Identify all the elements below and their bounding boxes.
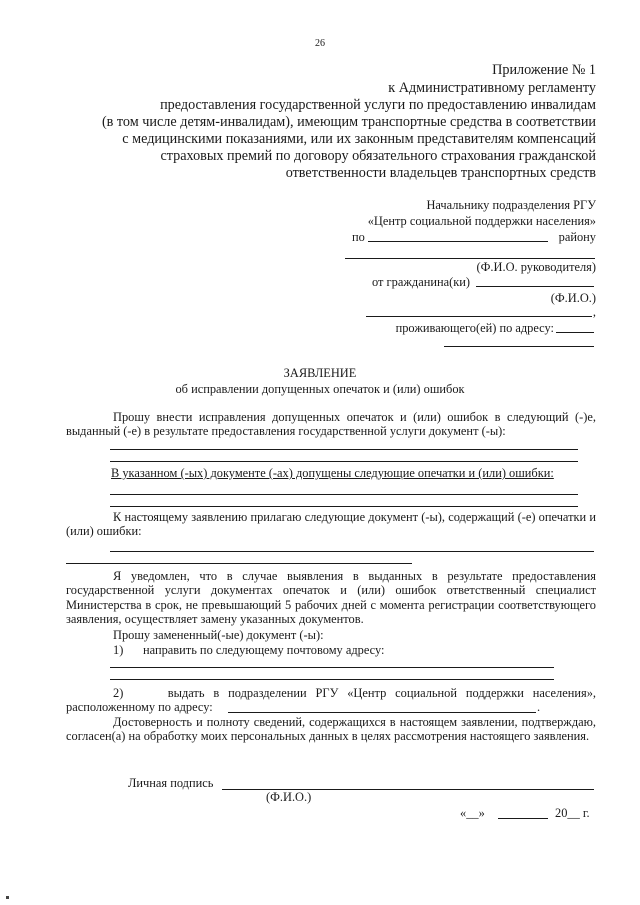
- fill-line: [110, 494, 578, 495]
- attachments-text: К настоящему заявлению прилагаю следующие документ (-ы), содержащий (-е) опечатки и (или) ошибки:: [66, 510, 596, 539]
- paragraph-notice: [66, 569, 596, 626]
- page-number: 26: [315, 38, 325, 49]
- document-title: ЗАЯВЛЕНИЕ: [283, 366, 357, 380]
- comma: ,: [592, 305, 596, 319]
- fill-line: [110, 506, 578, 507]
- fill-line: [66, 563, 412, 564]
- paragraph-consent: [66, 715, 596, 744]
- applicant-fio-caption: (Ф.И.О.): [550, 291, 596, 305]
- appendix-line: предоставления государственной услуги по предоставлению инвалидам: [160, 97, 596, 113]
- from-label: от гражданина(ки): [372, 275, 470, 289]
- appendix-line: к Административному регламенту: [388, 80, 596, 96]
- errors-label: В указанном (-ых) документе (-ах) допущены следующие опечатки и (или) ошибки:: [111, 466, 554, 480]
- head-fio-caption: (Ф.И.О. руководителя): [476, 260, 596, 274]
- option-1-text: направить по следующему почтовому адресу:: [143, 643, 385, 657]
- option-2-text: выдать в подразделении РГУ «Центр социальной поддержки населения», расположенному по адресу:: [66, 686, 596, 715]
- date-year: 20__ г.: [555, 806, 590, 820]
- fill-line: [110, 551, 594, 552]
- scan-mark: [6, 896, 9, 899]
- residing-label: проживающего(ей) по адресу:: [395, 321, 554, 335]
- district-field: [368, 241, 548, 242]
- address-field: [556, 332, 594, 333]
- addressee-rayon: району: [558, 230, 596, 244]
- option-2-end: .: [537, 700, 541, 714]
- date-month-field: [498, 818, 548, 819]
- option-2-number: 2): [113, 686, 124, 700]
- appendix-line: ответственности владельцев транспортных средств: [285, 165, 596, 181]
- office-address-field: [228, 712, 536, 713]
- appendix-number: Приложение № 1: [492, 62, 596, 78]
- paragraph-attachments: [66, 510, 596, 539]
- date-day: «__»: [460, 806, 485, 820]
- document-subtitle: об исправлении допущенных опечаток и (или) ошибок: [175, 382, 465, 396]
- paragraph-request: [66, 410, 596, 439]
- request-text: Прошу внести исправления допущенных опечаток и (или) ошибок в следующий (-)е, выданный (-е) в результате предоставления государственной услуги документ (-ы):: [66, 410, 596, 439]
- fill-line: [110, 461, 578, 462]
- appendix-line: с медицинскими показаниями, или их законным представителям компенсаций: [122, 131, 596, 147]
- addressee-po: по: [352, 230, 365, 244]
- applicant-name-field: [476, 286, 594, 287]
- postal-address-field-2: [110, 679, 554, 680]
- postal-address-field: [110, 667, 554, 668]
- signature-fio-caption: (Ф.И.О.): [266, 790, 312, 804]
- appendix-line: страховых премий по договору обязательного страхования гражданской: [160, 148, 596, 164]
- addressee-line: Начальнику подразделения РГУ: [426, 198, 596, 212]
- consent-text: Достоверность и полноту сведений, содержащихся в настоящем заявлении, подтверждаю, согласен(а) на обработку моих персональных данных в целях рассмотрения настоящего заявления.: [66, 715, 596, 744]
- appendix-line: (в том числе детям-инвалидам), имеющим транспортные средства в соответствии: [101, 114, 596, 130]
- option-1-number: 1): [113, 643, 124, 657]
- address-field-2: [444, 346, 594, 347]
- replace-request: Прошу замененный(-ые) документ (-ы):: [113, 628, 324, 642]
- fill-line: [110, 449, 578, 450]
- signature-label: Личная подпись: [128, 776, 214, 790]
- applicant-name-line: [366, 316, 592, 317]
- option-2: [66, 686, 596, 715]
- notice-text: Я уведомлен, что в случае выявления в выданных в результате предоставления государственной услуги документах опечаток и (или) ошибок ответственный специалист Министерства в срок, не превышающий 5 рабочих дней с момента регистрации соответствующего заявления, осуществляет замену указанных документов.: [66, 569, 596, 626]
- addressee-line: «Центр социальной поддержки населения»: [367, 214, 596, 228]
